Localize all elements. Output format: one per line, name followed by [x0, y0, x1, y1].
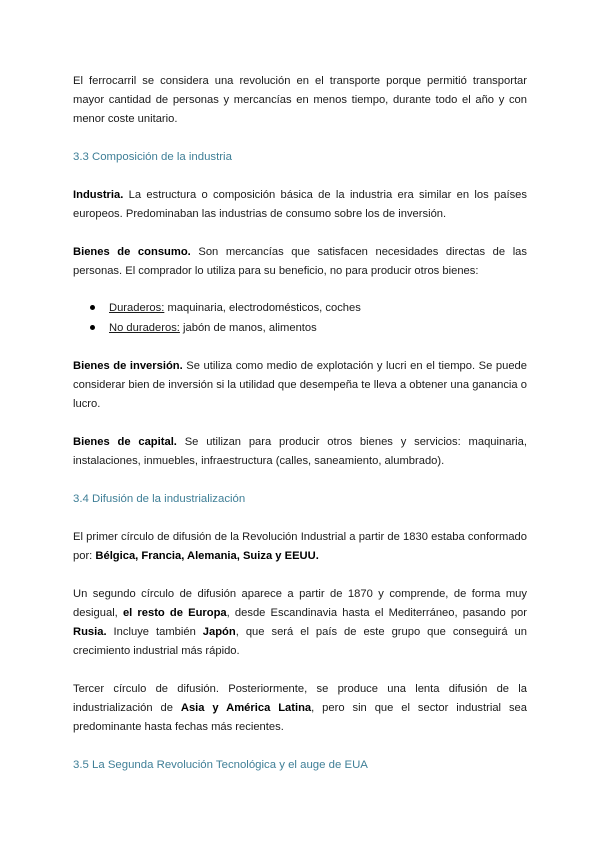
- difusion-3-text-a: Tercer círculo de difusión. Posteriormente, se produce una lenta difusión de la industrialización de: [73, 683, 527, 714]
- list-item: [90, 298, 527, 318]
- list-item-term: Duraderos:: [109, 302, 165, 314]
- section-heading-3-5: 3.5 La Segunda Revolución Tecnológica y el auge de EUA: [73, 759, 368, 771]
- industria-paragraph: [73, 186, 527, 224]
- difusion-3-text-b: , pero sin que el sector industrial sea predominante hasta fechas más recientes.: [73, 702, 527, 733]
- inversion-text: Se utiliza como medio de explotación y lucri en el tiempo. Se puede considerar bien de inversión si la utilidad que desempeña te lleva a obtener una ganancia o lucro.: [73, 360, 527, 410]
- difusion-3-bold-asia: Asia y América Latina: [180, 702, 312, 714]
- industria-term: Industria.: [73, 189, 124, 201]
- consumo-term: Bienes de consumo.: [73, 246, 191, 258]
- capital-term: Bienes de capital.: [73, 436, 177, 448]
- difusion-2-bold-europa: el resto de Europa: [122, 607, 227, 619]
- difusion-1-countries: Bélgica, Francia, Alemania, Suiza y EEUU.: [95, 550, 319, 562]
- difusion-2-text-c: Incluye también: [106, 626, 203, 638]
- document-body: [73, 72, 527, 775]
- difusion-paragraph-3: [73, 680, 527, 737]
- difusion-2-text-a: Un segundo círculo de difusión aparece a partir de 1870 y comprende, de forma muy desigual,: [73, 588, 527, 619]
- bullet-icon: [90, 305, 95, 310]
- list-item-text: maquinaria, electrodomésticos, coches: [164, 302, 361, 314]
- inversion-term: Bienes de inversión.: [73, 360, 183, 372]
- list-item-term: No duraderos:: [109, 322, 180, 334]
- list-item: [90, 318, 527, 338]
- bullet-icon: [90, 325, 95, 330]
- list-item-text: jabón de manos, alimentos: [179, 322, 317, 334]
- capital-paragraph: [73, 433, 527, 471]
- consumo-text: Son mercancías que satisfacen necesidades directas de las personas. El comprador lo utiliza para su beneficio, no para producir otros bienes:: [73, 246, 527, 277]
- consumo-paragraph: [73, 243, 527, 281]
- difusion-2-bold-rusia: Rusia.: [73, 626, 107, 638]
- industria-text: La estructura o composición básica de la industria era similar en los países europeos. Predominaban las industrias de consumo sobre los de inversión.: [73, 189, 527, 220]
- intro-paragraph: [73, 72, 527, 129]
- difusion-paragraph-1: [73, 528, 527, 566]
- section-heading-3-4: 3.4 Difusión de la industrialización: [73, 493, 246, 505]
- capital-text: Se utilizan para producir otros bienes y servicios: maquinaria, instalaciones, inmuebles, infraestructura (calles, saneamiento, alumbrado).: [73, 436, 527, 467]
- difusion-2-bold-japon: Japón: [202, 626, 236, 638]
- difusion-paragraph-2: [73, 585, 527, 661]
- difusion-2-text-b: , desde Escandinavia hasta el Mediterráneo, pasando por: [226, 607, 527, 619]
- difusion-1-text: El primer círculo de difusión de la Revolución Industrial a partir de 1830 estaba conformado por:: [73, 531, 527, 562]
- intro-text: El ferrocarril se considera una revolución en el transporte porque permitió transportar mayor cantidad de personas y mercancías en menos tiempo, durante todo el año y con menor coste unitario.: [73, 75, 527, 125]
- bienes-consumo-list: [73, 298, 527, 338]
- inversion-paragraph: [73, 357, 527, 414]
- difusion-2-text-d: , que será el país de este grupo que conseguirá un crecimiento industrial más rápido.: [73, 626, 527, 657]
- section-heading-3-3: 3.3 Composición de la industria: [73, 151, 232, 163]
